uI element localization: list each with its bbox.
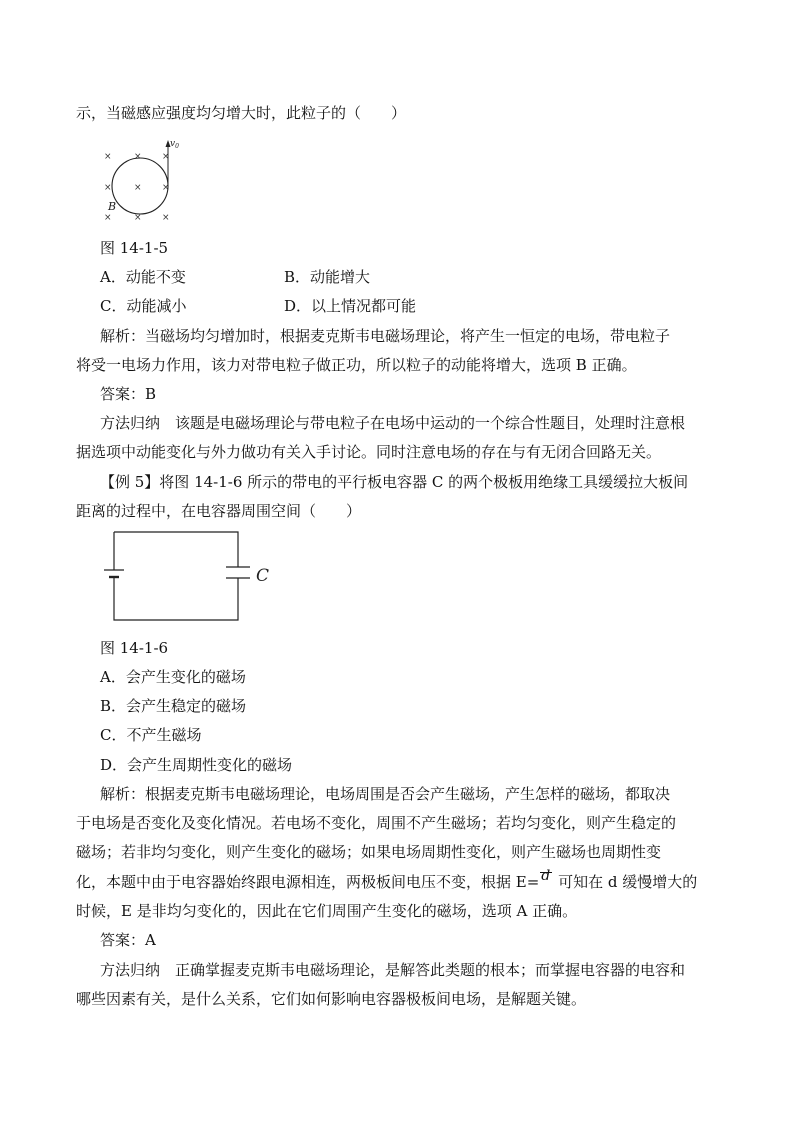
field-mark: × [104,152,112,162]
field-mark: × [162,213,170,223]
q5-analysis-line-2: 于电场是否变化及变化情况。若电场不变化，周围不产生磁场；若均匀变化，则产生稳定的 [76,814,677,832]
q5-analysis-line-4 [76,868,726,892]
figure-14-1-6 [100,526,280,626]
circuit-wire [114,532,238,620]
q5-analysis-line-1: 解析：根据麦克斯韦电磁场理论，电场周围是否会产生磁场，产生怎样的磁场，都取决 [100,785,671,803]
q5-analysis-line-4-after: 可知在 d 缓慢增大的 [553,873,698,891]
q4-method-line-1: 方法归纳 该题是电磁场理论与带电粒子在电场中运动的一个综合性题目，处理时注意根 [100,414,686,432]
field-mark: × [134,183,142,193]
field-mark: × [104,183,112,193]
formula-denominator: d [541,868,551,884]
q5-analysis-line-5: 时候，E 是非均匀变化的，因此在它们周围产生变化的磁场，选项 A 正确。 [76,902,578,920]
q5-method-line-1: 方法归纳 正确掌握麦克斯韦电磁场理论，是解答此类题的根本；而掌握电容器的电容和 [100,961,686,979]
q4-analysis-line-2: 将受一电场力作用，该力对带电粒子做正功，所以粒子的动能将增大，选项 B 正确。 [76,356,637,374]
q5-analysis-line-3: 磁场；若非均匀变化，则产生变化的磁场；如果电场周期性变化，则产生磁场也周期性变 [76,843,662,861]
label-C: C [256,566,270,586]
label-B: B [108,200,117,213]
q4-method-line-2: 据选项中动能变化与外力做功有关入手讨论。同时注意电场的存在与有无闭合回路无关。 [76,443,662,461]
q5-stem-line-1: 【例 5】将图 14-1-6 所示的带电的平行板电容器 C 的两个极板用绝缘工具缓缓拉大板间 [100,473,689,491]
field-mark: × [162,152,170,162]
field-mark: × [134,152,142,162]
formula-fraction [539,868,553,892]
field-mark: × [134,213,142,223]
q4-option-b: B．动能增大 [284,268,371,286]
figure-caption-14-1-5: 图 14-1-5 [100,239,169,257]
q4-answer: 答案：B [100,385,157,403]
q5-option-d: D．会产生周期性变化的磁场 [100,756,293,774]
q4-analysis-line-1: 解析：当磁场均匀增加时，根据麦克斯韦电磁场理论，将产生一恒定的电场，带电粒子 [100,327,671,345]
q5-method-line-2: 哪些因素有关，是什么关系，它们如何影响电容器极板间电场，是解题关键。 [76,990,587,1008]
q5-answer: 答案：A [100,931,156,949]
field-mark: × [162,183,170,193]
field-mark: × [104,213,112,223]
q4-option-d: D．以上情况都可能 [284,297,417,315]
q4-option-c: C．动能减小 [100,297,187,315]
q4-stem-tail: 示，当磁感应强度均匀增大时，此粒子的（ ） [76,104,407,122]
q5-option-b: B．会产生稳定的磁场 [100,697,247,715]
q5-option-a: A．会产生变化的磁场 [100,668,246,686]
q5-stem-line-2: 距离的过程中，在电容器周围空间（ ） [76,502,362,520]
q5-option-c: C．不产生磁场 [100,726,202,744]
q5-analysis-line-4-before: 化，本题中由于电容器始终跟电源相连，两极板间电压不变，根据 E= [76,873,540,891]
figure-caption-14-1-6: 图 14-1-6 [100,639,169,657]
q4-options-row-2 [100,296,750,316]
figure-14-1-5 [100,134,190,226]
q4-options-row-1 [100,267,750,287]
q4-option-a: A．动能不变 [100,268,186,286]
label-v0: $v_0$ [170,139,179,150]
